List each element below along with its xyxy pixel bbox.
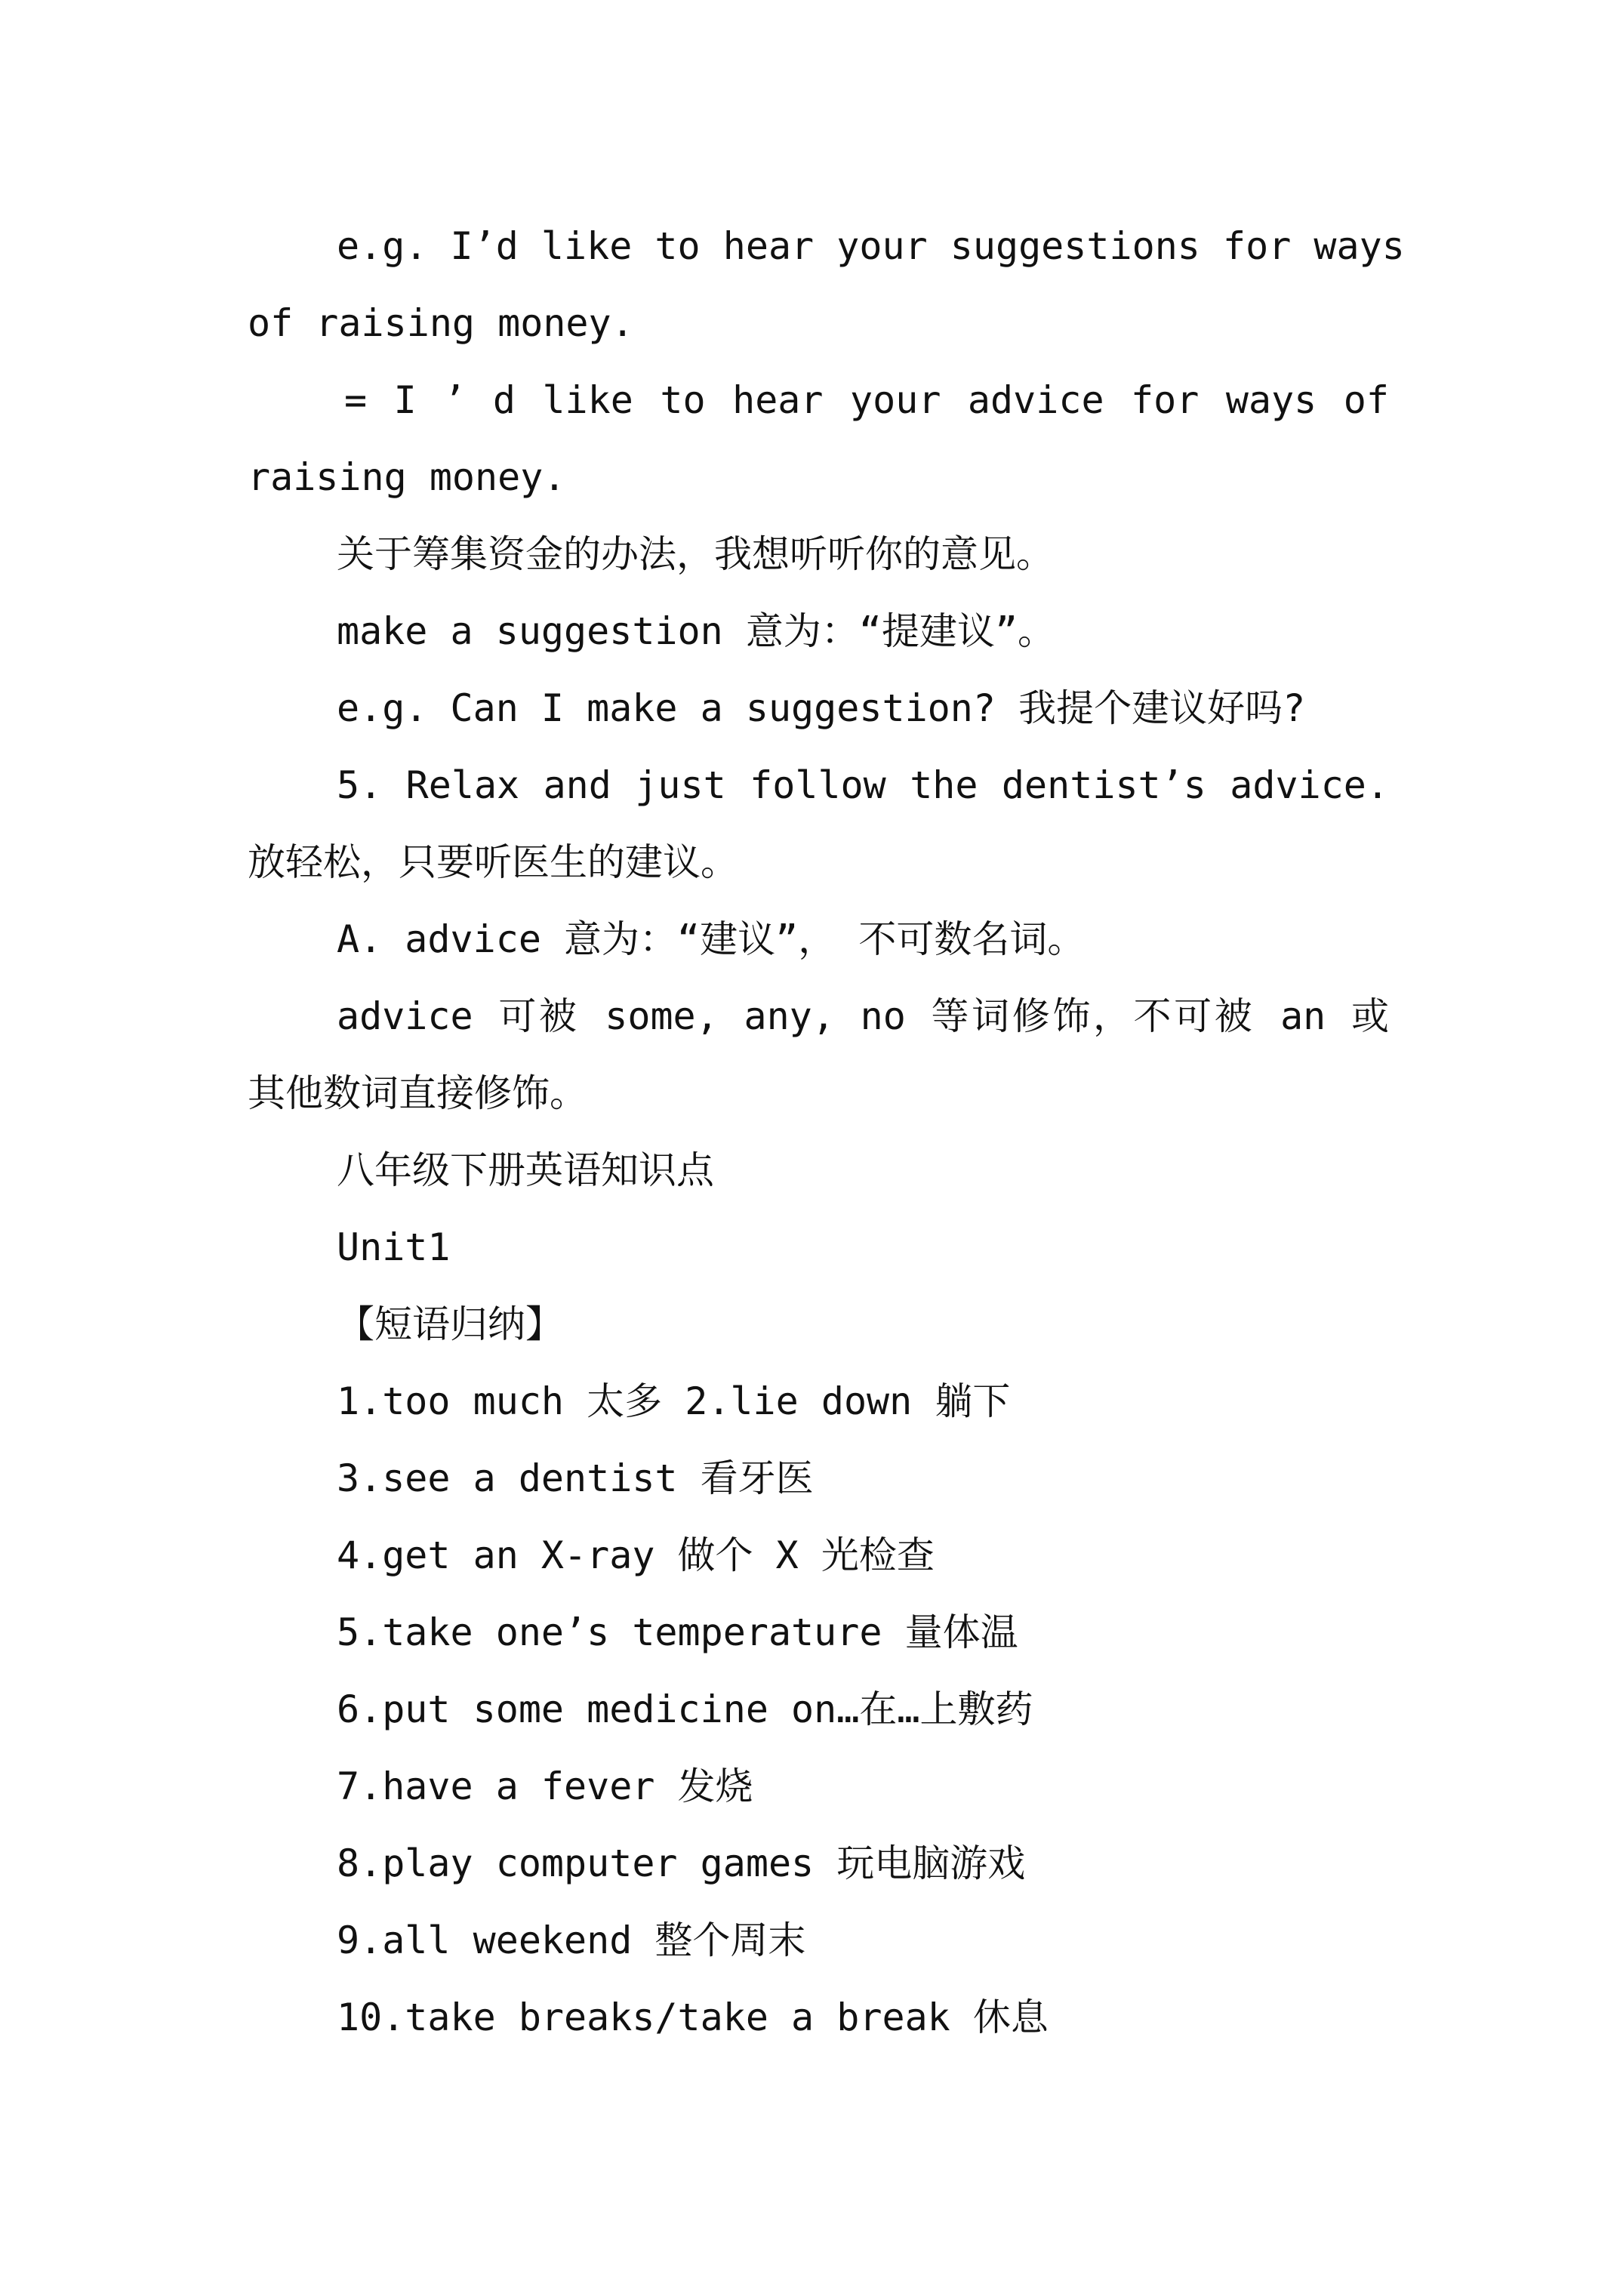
section-title: 八年级下册英语知识点 <box>337 1148 714 1192</box>
phrase-item: 8.play computer games 玩电脑游戏 <box>337 1841 1026 1885</box>
phrase-item: 10.take breaks/take a break 休息 <box>337 1996 1049 2039</box>
text-line: 5. Relax and just follow the dentist’s advice. <box>337 763 1389 807</box>
phrase-item: 3.see a dentist 看牙医 <box>337 1456 814 1500</box>
phrase-item: 1.too much 太多 2.lie down 躺下 <box>337 1379 1011 1423</box>
phrase-item: 4.get an X-ray 做个 X 光检查 <box>337 1533 935 1577</box>
phrase-item: 5.take one’s temperature 量体温 <box>337 1610 1018 1654</box>
unit-heading: Unit1 <box>337 1225 451 1269</box>
text-line: = I ’ d like to hear your advice for ways of <box>344 378 1389 422</box>
phrase-summary-heading: 【短语归纳】 <box>337 1302 563 1346</box>
text-line: advice 可被 some, any, no 等词修饰，不可被 an 或 <box>337 994 1389 1038</box>
phrase-item: 6.put some medicine on…在…上敷药 <box>337 1687 1033 1731</box>
phrase-item: 7.have a fever 发烧 <box>337 1764 753 1808</box>
text-line: of raising money. <box>248 301 634 345</box>
text-line: e.g. Can I make a suggestion? 我提个建议好吗? <box>337 686 1306 730</box>
text-line: 其他数词直接修饰。 <box>248 1071 587 1115</box>
phrase-item: 9.all weekend 整个周末 <box>337 1918 806 1962</box>
text-line: e.g. I’d like to hear your suggestions for ways <box>337 224 1405 268</box>
text-line: 关于筹集资金的办法，我想听听你的意见。 <box>337 532 1054 576</box>
text-line: 放轻松，只要听医生的建议。 <box>248 840 738 884</box>
text-line: A. advice 意为：“建议”， 不可数名词。 <box>337 917 1086 961</box>
text-line: make a suggestion 意为：“提建议”。 <box>337 609 1056 653</box>
text-line: raising money. <box>248 455 566 499</box>
